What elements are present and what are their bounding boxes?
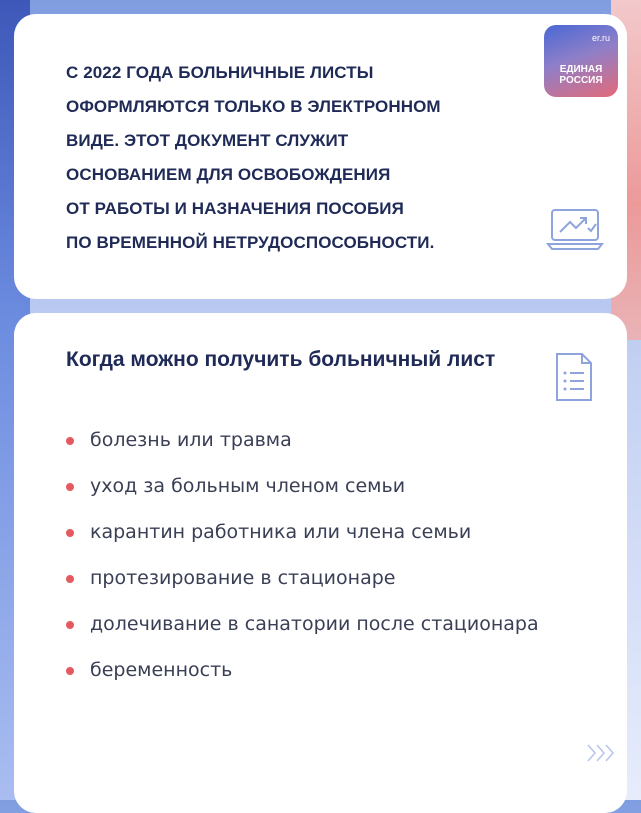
logo-brand-line: ЕДИНАЯ xyxy=(559,64,603,75)
logo-brand-line: РОССИЯ xyxy=(559,75,603,86)
logo-brand xyxy=(544,64,618,86)
intro-line: ОСНОВАНИЕМ ДЛЯ ОСВОБОЖДЕНИЯ xyxy=(66,165,391,184)
intro-line: ПО ВРЕМЕННОЙ НЕТРУДОСПОСОБНОСТИ. xyxy=(66,233,435,252)
laptop-chart-icon xyxy=(546,206,604,252)
sick-leave-card xyxy=(14,313,627,813)
intro-card xyxy=(14,14,627,299)
list-item: долечивание в санатории после стационара xyxy=(66,607,586,641)
chevrons-right-icon[interactable] xyxy=(582,741,622,765)
document-list-icon xyxy=(554,351,594,403)
intro-line: ВИДЕ. ЭТОТ ДОКУМЕНТ СЛУЖИТ xyxy=(66,131,349,150)
united-russia-logo[interactable] xyxy=(544,25,618,97)
intro-text xyxy=(66,56,536,260)
logo-site: er.ru xyxy=(591,33,610,43)
list-item: болезнь или травма xyxy=(66,423,586,457)
conditions-list xyxy=(66,423,586,699)
intro-line: ОФОРМЛЯЮТСЯ ТОЛЬКО В ЭЛЕКТРОННОМ xyxy=(66,97,441,116)
intro-line: С 2022 ГОДА БОЛЬНИЧНЫЕ ЛИСТЫ xyxy=(66,63,374,82)
list-item: протезирование в стационаре xyxy=(66,561,586,595)
list-item: уход за больным членом семьи xyxy=(66,469,586,503)
section-title: Когда можно получить больничный лист xyxy=(66,348,496,371)
list-item: карантин работника или члена семьи xyxy=(66,515,586,549)
intro-line: ОТ РАБОТЫ И НАЗНАЧЕНИЯ ПОСОБИЯ xyxy=(66,199,404,218)
list-item: беременность xyxy=(66,653,586,687)
